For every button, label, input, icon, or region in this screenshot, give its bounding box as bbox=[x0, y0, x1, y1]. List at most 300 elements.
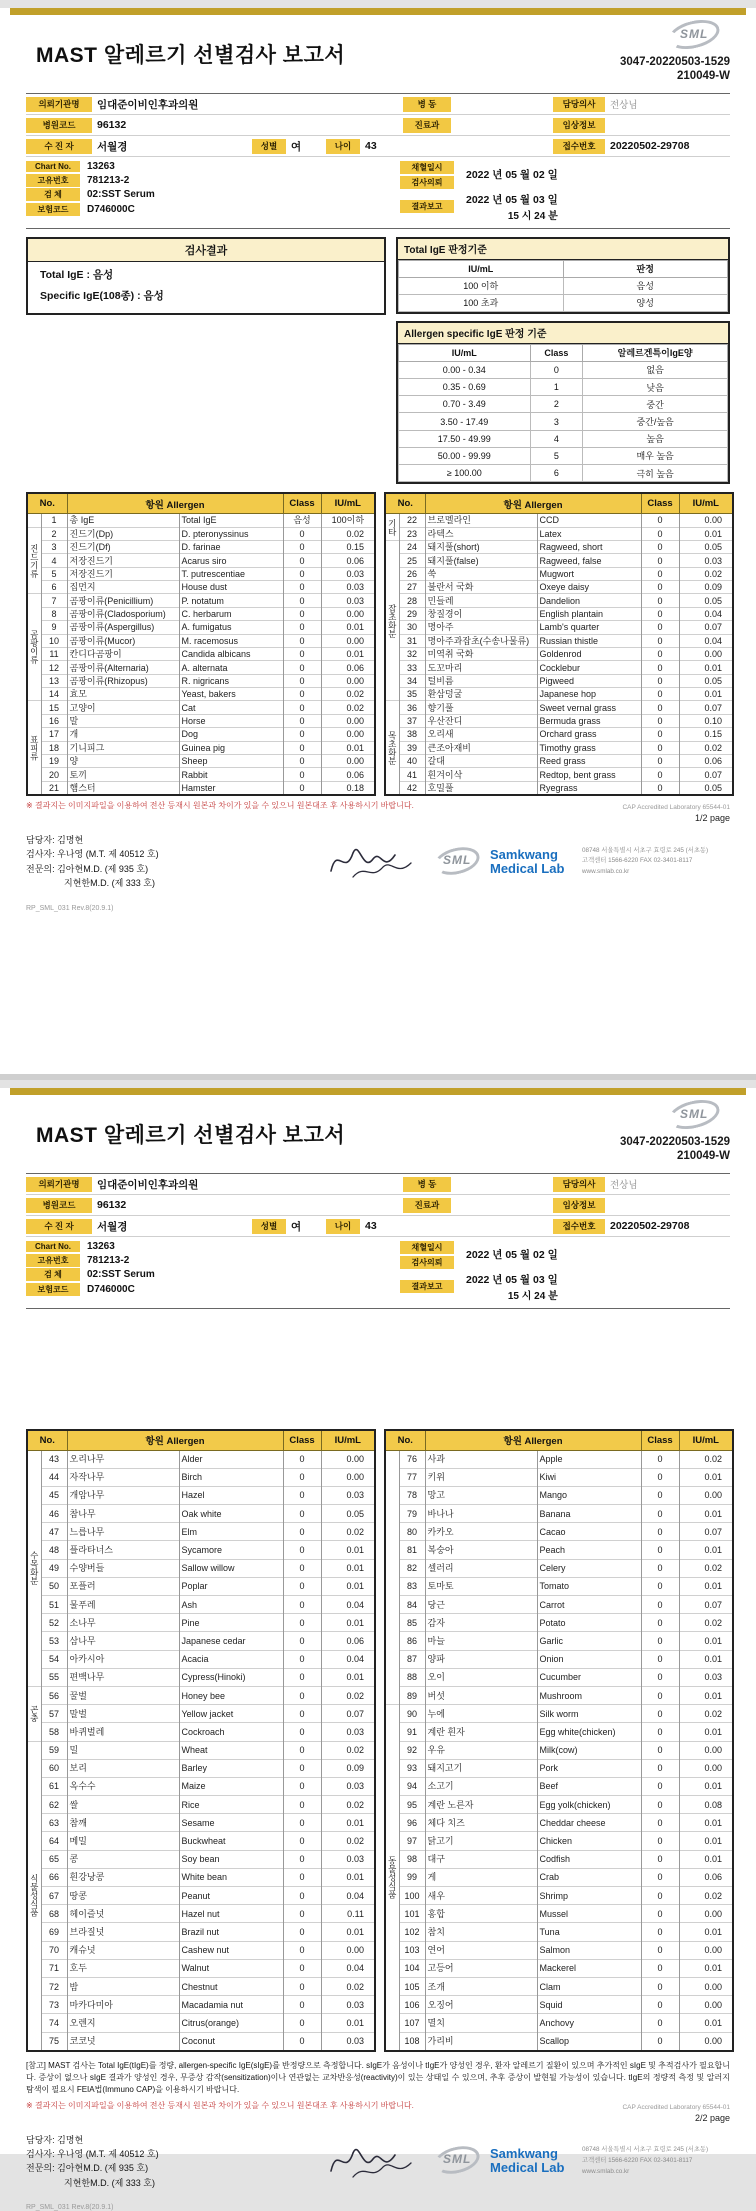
allergen-no: 93 bbox=[399, 1759, 425, 1777]
allergen-no: 101 bbox=[399, 1905, 425, 1923]
allergen-class: 0 bbox=[283, 754, 321, 767]
allergen-value: 0.15 bbox=[679, 728, 733, 741]
specialist-label: 전문의: bbox=[26, 2163, 55, 2174]
age-value: 43 bbox=[365, 140, 377, 152]
chart-no-value: 13263 bbox=[87, 1241, 115, 1252]
allergen-table-body bbox=[385, 1450, 733, 2051]
allergen-kr-name: 옥수수 bbox=[67, 1777, 179, 1795]
criteria-row bbox=[399, 294, 728, 311]
allergen-en-name: Tomato bbox=[537, 1577, 641, 1595]
allergen-row bbox=[385, 1759, 733, 1777]
allergen-value: 0.02 bbox=[321, 1832, 375, 1850]
criteria-cell: 5 bbox=[530, 447, 583, 464]
allergen-en-name: Sycamore bbox=[179, 1541, 283, 1559]
allergen-kr-name: 환삼덩굴 bbox=[425, 688, 537, 701]
chart-block bbox=[26, 1241, 356, 1302]
allergen-no: 43 bbox=[41, 1450, 67, 1468]
allergen-row bbox=[27, 1614, 375, 1632]
allergen-row bbox=[27, 674, 375, 687]
allergen-no: 81 bbox=[399, 1541, 425, 1559]
allergen-value: 0.07 bbox=[321, 1705, 375, 1723]
allergen-row bbox=[385, 754, 733, 767]
allergen-row bbox=[385, 647, 733, 660]
allergen-row bbox=[385, 661, 733, 674]
allergen-kr-name: 대구 bbox=[425, 1850, 537, 1868]
allergen-no: 47 bbox=[41, 1523, 67, 1541]
allergen-class: 0 bbox=[283, 2014, 321, 2032]
allergen-class: 0 bbox=[641, 594, 679, 607]
lab-address bbox=[582, 2145, 730, 2177]
allergen-class: 0 bbox=[283, 714, 321, 727]
allergen-en-name: Walnut bbox=[179, 1959, 283, 1977]
criteria-row bbox=[399, 413, 728, 430]
allergen-class: 0 bbox=[283, 581, 321, 594]
criteria-row bbox=[399, 379, 728, 396]
criteria-cell: 50.00 - 99.99 bbox=[399, 447, 531, 464]
allergen-no: 67 bbox=[41, 1887, 67, 1905]
cap-accreditation-note: CAP Accredited Laboratory 65544-01 bbox=[622, 2103, 730, 2111]
allergen-kr-name: 오리나무 bbox=[67, 1450, 179, 1468]
allergen-class: 0 bbox=[641, 2032, 679, 2051]
allergen-class: 0 bbox=[283, 1741, 321, 1759]
allergen-class: 0 bbox=[283, 1977, 321, 1995]
allergen-no: 40 bbox=[399, 754, 425, 767]
allergen-value: 0.00 bbox=[679, 1977, 733, 1995]
allergen-no: 32 bbox=[399, 647, 425, 660]
allergen-class: 0 bbox=[641, 1977, 679, 1995]
allergen-kr-name: 밤 bbox=[67, 1977, 179, 1995]
allergen-value: 0.00 bbox=[321, 674, 375, 687]
sml-lab-logo-text: SML bbox=[443, 2152, 472, 2167]
allergen-row bbox=[385, 540, 733, 553]
page-separator bbox=[0, 1074, 756, 1080]
allergen-en-name: Maize bbox=[179, 1777, 283, 1795]
allergen-value: 0.07 bbox=[679, 701, 733, 714]
allergen-class: 0 bbox=[641, 527, 679, 540]
allergen-value: 0.01 bbox=[679, 1505, 733, 1523]
allergen-kr-name: 토마토 bbox=[425, 1577, 537, 1595]
allergen-row bbox=[385, 688, 733, 701]
allergen-no: 29 bbox=[399, 607, 425, 620]
allergen-group-label: 진드기류 bbox=[27, 527, 41, 594]
uid-value: 781213-2 bbox=[87, 1254, 130, 1266]
allergen-no: 7 bbox=[41, 594, 67, 607]
allergen-en-name: Pine bbox=[179, 1614, 283, 1632]
allergen-class: 0 bbox=[283, 594, 321, 607]
page-number-label: 2/2 page bbox=[694, 2112, 730, 2123]
allergen-no: 8 bbox=[41, 607, 67, 620]
criteria-row bbox=[399, 430, 728, 447]
allergen-kr-name: 진드기(Dp) bbox=[67, 527, 179, 540]
allergen-value: 0.03 bbox=[321, 1723, 375, 1741]
allergen-en-name: Buckwheat bbox=[179, 1832, 283, 1850]
allergen-value: 0.02 bbox=[321, 527, 375, 540]
allergen-row bbox=[385, 1923, 733, 1941]
lab-name-line2: Medical Lab bbox=[490, 860, 565, 876]
allergen-en-name: Mackerel bbox=[537, 1959, 641, 1977]
allergen-kr-name: 물푸레 bbox=[67, 1596, 179, 1614]
allergen-row bbox=[385, 741, 733, 754]
allergen-value: 0.00 bbox=[321, 607, 375, 620]
allergen-value: 0.02 bbox=[321, 1796, 375, 1814]
allergen-no: 85 bbox=[399, 1614, 425, 1632]
allergen-no: 108 bbox=[399, 2032, 425, 2051]
allergen-class: 0 bbox=[641, 1559, 679, 1577]
allergen-value: 0.02 bbox=[679, 1705, 733, 1723]
allergen-en-name: Hamster bbox=[179, 781, 283, 795]
allergen-en-name: CCD bbox=[537, 514, 641, 527]
allergen-en-name: Acarus siro bbox=[179, 554, 283, 567]
allergen-no: 30 bbox=[399, 621, 425, 634]
allergen-no: 61 bbox=[41, 1777, 67, 1795]
allergen-row bbox=[27, 688, 375, 701]
report-date-label-chip: 결과보고 bbox=[400, 200, 454, 213]
allergen-value: 0.09 bbox=[321, 1759, 375, 1777]
allergen-value: 0.01 bbox=[679, 1832, 733, 1850]
allergen-value: 0.01 bbox=[679, 1814, 733, 1832]
summary-section bbox=[26, 237, 730, 485]
allergen-class: 0 bbox=[283, 1850, 321, 1868]
allergen-en-name: Honey bee bbox=[179, 1686, 283, 1704]
allergen-row bbox=[27, 754, 375, 767]
allergen-en-name: Egg yolk(chicken) bbox=[537, 1796, 641, 1814]
allergen-class: 0 bbox=[283, 768, 321, 781]
department-label-chip: 진료과 bbox=[403, 118, 451, 133]
form-number: RP_SML_031 Rev.8(20.9.1) bbox=[26, 2204, 114, 2211]
allergen-kr-name: 오이 bbox=[425, 1668, 537, 1686]
allergen-kr-name: 카카오 bbox=[425, 1523, 537, 1541]
allergen-value: 0.02 bbox=[679, 1559, 733, 1577]
allergen-group-label: 곰팡이류 bbox=[27, 594, 41, 701]
doctor-value: 전상님 bbox=[610, 1180, 638, 1191]
allergen-value: 0.03 bbox=[321, 1850, 375, 1868]
specimen-label-chip: 검 체 bbox=[26, 188, 80, 201]
allergen-en-name: Sesame bbox=[179, 1814, 283, 1832]
allergen-class: 0 bbox=[283, 1686, 321, 1704]
allergen-value: 0.00 bbox=[679, 514, 733, 527]
allergen-kr-name: 흰강낭콩 bbox=[67, 1868, 179, 1886]
allergen-no: 3 bbox=[41, 540, 67, 553]
allergen-en-name: Celery bbox=[537, 1559, 641, 1577]
criteria-row bbox=[399, 361, 728, 378]
allergen-row bbox=[385, 1450, 733, 1468]
criteria-cell: 1 bbox=[530, 379, 583, 396]
allergen-row bbox=[27, 647, 375, 660]
allergen-en-name: Cypress(Hinoki) bbox=[179, 1668, 283, 1686]
hospital-code-value: 96132 bbox=[97, 1199, 127, 1211]
allergen-no: 90 bbox=[399, 1705, 425, 1723]
allergen-no: 82 bbox=[399, 1559, 425, 1577]
allergen-kr-name: 멸치 bbox=[425, 2014, 537, 2032]
allergen-class: 0 bbox=[283, 1705, 321, 1723]
allergen-kr-name: 고등어 bbox=[425, 1959, 537, 1977]
allergen-class: 0 bbox=[641, 1996, 679, 2014]
allergen-kr-name: 큰조아재비 bbox=[425, 741, 537, 754]
allergen-no: 16 bbox=[41, 714, 67, 727]
allergen-class: 0 bbox=[283, 1905, 321, 1923]
allergen-row bbox=[385, 1850, 733, 1868]
allergen-class: 0 bbox=[641, 1868, 679, 1886]
allergen-kr-name: 가리비 bbox=[425, 2032, 537, 2051]
allergen-row bbox=[27, 1705, 375, 1723]
allergen-no: 83 bbox=[399, 1577, 425, 1595]
allergen-class: 0 bbox=[641, 1686, 679, 1704]
reception-no-label-chip: 접수번호 bbox=[553, 1219, 605, 1234]
allergen-class: 0 bbox=[641, 1650, 679, 1668]
allergen-row bbox=[27, 714, 375, 727]
col-header-no: No. bbox=[385, 493, 425, 514]
allergen-no: 98 bbox=[399, 1850, 425, 1868]
report-date-value: 2022 년 05 월 03 일 bbox=[466, 193, 558, 206]
result-tables-p1 bbox=[26, 492, 730, 796]
allergen-en-name: Cacao bbox=[537, 1523, 641, 1541]
allergen-kr-name: 효모 bbox=[67, 688, 179, 701]
allergen-value: 0.06 bbox=[321, 554, 375, 567]
allergen-kr-name: 계란 노른자 bbox=[425, 1796, 537, 1814]
allergen-no: 71 bbox=[41, 1959, 67, 1977]
col-header-unit: IU/mL bbox=[679, 1430, 733, 1451]
allergen-en-name: C. herbarum bbox=[179, 607, 283, 620]
allergen-class: 0 bbox=[283, 1668, 321, 1686]
reception-no-label-chip: 접수번호 bbox=[553, 139, 605, 154]
allergen-kr-name: 콩 bbox=[67, 1850, 179, 1868]
report-date-value: 2022 년 05 월 03 일 bbox=[466, 1273, 558, 1286]
allergen-kr-name: 참깨 bbox=[67, 1814, 179, 1832]
allergen-kr-name: 곰팡이류(Aspergillus) bbox=[67, 621, 179, 634]
allergen-en-name: House dust bbox=[179, 581, 283, 594]
allergen-kr-name: 코코넛 bbox=[67, 2032, 179, 2051]
uid-value: 781213-2 bbox=[87, 174, 130, 186]
allergen-row bbox=[27, 1686, 375, 1704]
criteria-row bbox=[399, 447, 728, 464]
allergen-value: 0.01 bbox=[679, 527, 733, 540]
ward-label-chip: 병 동 bbox=[403, 97, 451, 112]
allergen-kr-name: 감자 bbox=[425, 1614, 537, 1632]
allergen-en-name: Yeast, bakers bbox=[179, 688, 283, 701]
allergen-en-name: Elm bbox=[179, 1523, 283, 1541]
allergen-en-name: Guinea pig bbox=[179, 741, 283, 754]
lab-address-line1: 08748 서울특별시 서초구 효령로 245 (서초동) bbox=[582, 2146, 709, 2154]
allergen-value: 0.02 bbox=[321, 1741, 375, 1759]
allergen-kr-name: 곰팡이류(Penicillium) bbox=[67, 594, 179, 607]
allergen-class: 0 bbox=[283, 688, 321, 701]
allergen-row bbox=[27, 1959, 375, 1977]
allergen-kr-name: 참치 bbox=[425, 1923, 537, 1941]
allergen-en-name: Garlic bbox=[537, 1632, 641, 1650]
allergen-kr-name: 마카다미아 bbox=[67, 1996, 179, 2014]
allergen-value: 0.00 bbox=[679, 1905, 733, 1923]
allergen-value: 0.00 bbox=[679, 2032, 733, 2051]
allergen-row bbox=[27, 607, 375, 620]
allergen-en-name: Dog bbox=[179, 728, 283, 741]
allergen-row bbox=[385, 1468, 733, 1486]
doctor-label-chip: 담당의사 bbox=[553, 97, 605, 112]
lab-address-line1: 08748 서울특별시 서초구 효령로 245 (서초동) bbox=[582, 846, 709, 854]
allergen-en-name: Pork bbox=[537, 1759, 641, 1777]
allergen-kr-name: 저장진드기 bbox=[67, 554, 179, 567]
allergen-kr-name: 아카시아 bbox=[67, 1650, 179, 1668]
col-header-class: Class bbox=[641, 493, 679, 514]
allergen-value: 0.04 bbox=[321, 1650, 375, 1668]
allergen-no: 35 bbox=[399, 688, 425, 701]
allergen-value: 0.05 bbox=[679, 594, 733, 607]
col-header-no: No. bbox=[27, 493, 67, 514]
allergen-row bbox=[385, 2014, 733, 2032]
allergen-kr-name: 바나나 bbox=[425, 1505, 537, 1523]
allergen-en-name: Citrus(orange) bbox=[179, 2014, 283, 2032]
allergen-value: 0.00 bbox=[321, 1468, 375, 1486]
allergen-row bbox=[385, 1814, 733, 1832]
allergen-class: 0 bbox=[641, 1741, 679, 1759]
allergen-no: 27 bbox=[399, 581, 425, 594]
lab-identity bbox=[432, 2133, 730, 2191]
allergen-row bbox=[27, 1505, 375, 1523]
allergen-class: 0 bbox=[283, 1923, 321, 1941]
allergen-kr-name: 편백나무 bbox=[67, 1668, 179, 1686]
allergen-no: 2 bbox=[41, 527, 67, 540]
col-header-no: No. bbox=[385, 1430, 425, 1451]
report-page-1 bbox=[0, 8, 756, 1074]
allergen-value: 0.00 bbox=[321, 728, 375, 741]
allergen-en-name: Oak white bbox=[179, 1505, 283, 1523]
allergen-kr-name: 기니피그 bbox=[67, 741, 179, 754]
allergen-en-name: Salmon bbox=[537, 1941, 641, 1959]
allergen-no: 65 bbox=[41, 1850, 67, 1868]
allergen-value: 0.06 bbox=[321, 661, 375, 674]
allergen-no: 14 bbox=[41, 688, 67, 701]
allergen-value: 0.02 bbox=[679, 1887, 733, 1905]
allergen-group-label bbox=[385, 1450, 399, 1705]
allergen-row bbox=[385, 1741, 733, 1759]
allergen-row bbox=[385, 1559, 733, 1577]
col-header-class: Class bbox=[641, 1430, 679, 1451]
allergen-no: 96 bbox=[399, 1814, 425, 1832]
allergen-kr-name: 도꼬마리 bbox=[425, 661, 537, 674]
allergen-value: 0.03 bbox=[321, 1777, 375, 1795]
sex-label-chip: 성별 bbox=[252, 1219, 286, 1234]
allergen-value: 100이하 bbox=[321, 514, 375, 527]
allergen-class: 0 bbox=[641, 1505, 679, 1523]
org-value: 임대준이비인후과의원 bbox=[97, 1178, 199, 1191]
allergen-kr-name: 참나무 bbox=[67, 1505, 179, 1523]
total-ige-criteria-title: Total IgE 판정기준 bbox=[398, 239, 728, 260]
allergen-row bbox=[385, 701, 733, 714]
allergen-kr-name: 민들레 bbox=[425, 594, 537, 607]
allergen-kr-name: 돼지고기 bbox=[425, 1759, 537, 1777]
allergen-kr-name: 망고 bbox=[425, 1486, 537, 1504]
allergen-value: 0.00 bbox=[321, 1450, 375, 1468]
tester-label: 검사자: bbox=[26, 849, 55, 860]
allergen-value: 0.06 bbox=[679, 754, 733, 767]
allergen-row bbox=[385, 514, 733, 527]
allergen-value: 0.03 bbox=[321, 1486, 375, 1504]
allergen-kr-name: 진드기(Df) bbox=[67, 540, 179, 553]
allergen-class: 0 bbox=[641, 1777, 679, 1795]
result-tables-p2 bbox=[26, 1429, 730, 2052]
allergen-class: 0 bbox=[283, 527, 321, 540]
allergen-no: 84 bbox=[399, 1596, 425, 1614]
allergen-kr-name: 계란 흰자 bbox=[425, 1723, 537, 1741]
allergen-en-name: Mango bbox=[537, 1486, 641, 1504]
allergen-en-name: Ragweed, false bbox=[537, 554, 641, 567]
allergen-kr-name: 소나무 bbox=[67, 1614, 179, 1632]
allergen-class: 0 bbox=[283, 1614, 321, 1632]
allergen-value: 0.01 bbox=[679, 1650, 733, 1668]
info-row-1 bbox=[26, 1174, 730, 1195]
allergen-value: 0.01 bbox=[679, 1777, 733, 1795]
allergen-kr-name: 쑥 bbox=[425, 567, 537, 580]
allergen-no: 39 bbox=[399, 741, 425, 754]
allergen-en-name: D. farinae bbox=[179, 540, 283, 553]
allergen-en-name: Cucumber bbox=[537, 1668, 641, 1686]
allergen-class: 0 bbox=[283, 607, 321, 620]
allergen-no: 20 bbox=[41, 768, 67, 781]
allergen-value: 0.01 bbox=[679, 1686, 733, 1704]
allergen-en-name: Silk worm bbox=[537, 1705, 641, 1723]
allergen-no: 75 bbox=[41, 2032, 67, 2051]
criteria-cell: 높음 bbox=[583, 430, 728, 447]
clinical-info-label-chip: 임상정보 bbox=[553, 1198, 605, 1213]
allergen-row bbox=[27, 1941, 375, 1959]
info-row-4 bbox=[26, 1237, 730, 1309]
allergen-value: 0.07 bbox=[679, 1596, 733, 1614]
allergen-en-name: Egg white(chicken) bbox=[537, 1723, 641, 1741]
allergen-row bbox=[27, 781, 375, 795]
allergen-class: 0 bbox=[283, 1959, 321, 1977]
allergen-en-name: T. putrescentiae bbox=[179, 567, 283, 580]
allergen-row bbox=[27, 1887, 375, 1905]
allergen-value: 0.02 bbox=[679, 567, 733, 580]
tester-name: 우나영 (M.T. 제 40512 호) bbox=[57, 2149, 159, 2160]
allergen-row bbox=[27, 1486, 375, 1504]
allergen-kr-name: 캐슈넛 bbox=[67, 1941, 179, 1959]
criteria-cell: 양성 bbox=[563, 294, 728, 311]
allergen-value: 0.03 bbox=[679, 1668, 733, 1686]
allergen-value: 0.01 bbox=[321, 1541, 375, 1559]
allergen-no: 37 bbox=[399, 714, 425, 727]
allergen-class: 0 bbox=[283, 741, 321, 754]
sex-value: 여 bbox=[291, 140, 302, 153]
allergen-group-label bbox=[27, 514, 41, 527]
footnote-line bbox=[26, 800, 730, 811]
hospital-code-label-chip: 병원코드 bbox=[26, 118, 92, 133]
report-number-1: 3047-20220503-1529 bbox=[620, 1136, 730, 1148]
tester-label: 검사자: bbox=[26, 2149, 55, 2160]
allergen-group-label: 곤충 bbox=[27, 1686, 41, 1741]
allergen-en-name: Soy bean bbox=[179, 1850, 283, 1868]
allergen-class: 0 bbox=[641, 661, 679, 674]
allergen-row bbox=[27, 1741, 375, 1759]
allergen-en-name: Onion bbox=[537, 1650, 641, 1668]
allergen-row bbox=[385, 621, 733, 634]
allergen-value: 0.01 bbox=[321, 2014, 375, 2032]
allergen-en-name: Russian thistle bbox=[537, 634, 641, 647]
allergen-row bbox=[27, 1632, 375, 1650]
allergen-en-name: Carrot bbox=[537, 1596, 641, 1614]
info-row-4 bbox=[26, 157, 730, 229]
allergen-no: 1 bbox=[41, 514, 67, 527]
allergen-class: 0 bbox=[641, 674, 679, 687]
allergen-table-right bbox=[384, 492, 734, 796]
allergen-no: 46 bbox=[41, 1505, 67, 1523]
allergen-no: 97 bbox=[399, 1832, 425, 1850]
chart-no-value: 13263 bbox=[87, 161, 115, 172]
allergen-row bbox=[385, 1941, 733, 1959]
report-title: MAST 알레르기 선별검사 보고서 bbox=[36, 1124, 346, 1147]
allergen-no: 69 bbox=[41, 1923, 67, 1941]
allergen-class: 0 bbox=[641, 1905, 679, 1923]
allergen-class: 0 bbox=[283, 1486, 321, 1504]
